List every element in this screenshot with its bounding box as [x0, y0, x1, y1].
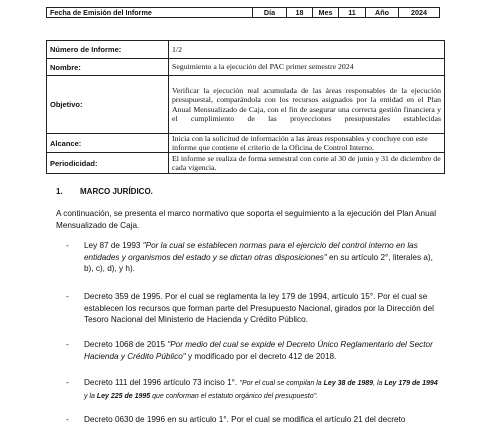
section-title: MARCO JURÍDICO. — [80, 187, 153, 196]
emission-date-row — [47, 8, 440, 18]
law-ref: Ley 87 de 1993 — [84, 241, 143, 250]
law-title: "Por medio del cual se expide el Decreto Único Reglamentario del Sector Hacienda y Crédito Público" — [84, 340, 433, 361]
law-ref: Decreto 1068 de 2015 — [84, 340, 168, 349]
section-number: 1. — [56, 187, 63, 196]
day-value: 18 — [287, 8, 313, 18]
section-intro: A continuación, se presenta el marco normativo que soporta el seguimiento a la ejecución del Plan Anual Mensualizado de Caja. — [56, 209, 437, 230]
objective-label: Objetivo: — [47, 76, 169, 134]
law-text: Decreto 0630 de 1996 en su artículo 1°. Por el cual se modifica el artículo 21 del decreto — [84, 415, 406, 424]
law-title-part: Ley 179 de 1994 — [384, 380, 438, 387]
bullet-dash: - — [66, 340, 69, 349]
emission-date-table — [46, 7, 440, 18]
law-title-part: , la — [373, 380, 385, 387]
law-item — [66, 240, 442, 275]
law-title-part: Ley 225 de 1995 — [96, 392, 151, 400]
law-item — [66, 291, 442, 326]
objective-text: Verificar la ejecución real acumulada de las áreas responsables de la ejecución presupuestal, comparándola con los recursos asignados por la entidad en el Plan Anual Mensualizado de Caja, con el fin de asegurar una correcta gestión financiera y el cumplimiento de las proyecciones presupuestales establecidas — [172, 86, 441, 123]
law-title-part: "Por el cual se compilan la — [239, 380, 324, 387]
report-number-row — [47, 41, 445, 59]
month-value: 11 — [339, 8, 366, 18]
law-detail: y modificado por el decreto 412 de 2018. — [185, 351, 337, 361]
report-name-label: Nombre: — [47, 59, 169, 76]
periodicity-value: El informe se realiza de forma semestral con corte al 30 de junio y 31 de diciembre de cada vigencia. — [169, 153, 445, 174]
law-ref: Decreto 111 del 1996 artículo 73 inciso 1°. — [84, 378, 240, 387]
scope-label: Alcance: — [47, 134, 169, 153]
bullet-dash: - — [66, 378, 69, 387]
law-title: "Por la cual se establecen normas para el ejercicio del control interno en las entidades y organismos del estado y se dictan otras disposiciones" — [84, 241, 418, 262]
report-name-row — [47, 59, 445, 76]
objective-row — [47, 76, 445, 134]
bullet-dash: - — [66, 241, 69, 250]
law-title-part: y la — [84, 392, 97, 400]
scope-row — [47, 134, 445, 153]
bullet-dash: - — [66, 292, 69, 301]
law-detail: en su artículo 2°, literales a), b), c), d), y h). — [84, 252, 433, 273]
scope-value: Inicia con la solicitud de información a las áreas responsables y concluye con este informe que contiene el criterio de la Oficina de Control Interno. — [169, 134, 445, 153]
year-label: Año — [366, 8, 399, 18]
report-number-value: 1/2 — [169, 41, 445, 59]
bullet-dash: - — [66, 415, 69, 424]
report-name-value: Seguimiento a la ejecución del PAC primer semestre 2024 — [169, 59, 445, 76]
periodicity-row — [47, 153, 445, 174]
law-item — [66, 339, 442, 362]
report-number-label: Número de Informe: — [47, 41, 169, 59]
law-title-part: que conforman el estatuto orgánico del presupuesto". — [150, 392, 319, 400]
periodicity-label: Periodicidad: — [47, 153, 169, 174]
day-label: Día — [253, 8, 287, 18]
law-item — [66, 377, 442, 402]
month-label: Mes — [313, 8, 339, 18]
section-heading — [56, 187, 153, 196]
objective-value — [169, 76, 445, 134]
year-value: 2024 — [399, 8, 440, 18]
law-text: Decreto 359 de 1995. Por el cual se reglamenta la ley 179 de 1994, artículo 15°. Por el cual se establecen los recursos que forman parte del Presupuesto Nacional, girados por la Dirección del Tesoro Nacional del Ministerio de Hacienda y Crédito Público. — [84, 292, 434, 324]
law-title-part: Ley 38 de 1989 — [323, 380, 374, 387]
emission-date-label: Fecha de Emisión del Informe — [47, 8, 253, 18]
report-info-table — [46, 40, 445, 174]
